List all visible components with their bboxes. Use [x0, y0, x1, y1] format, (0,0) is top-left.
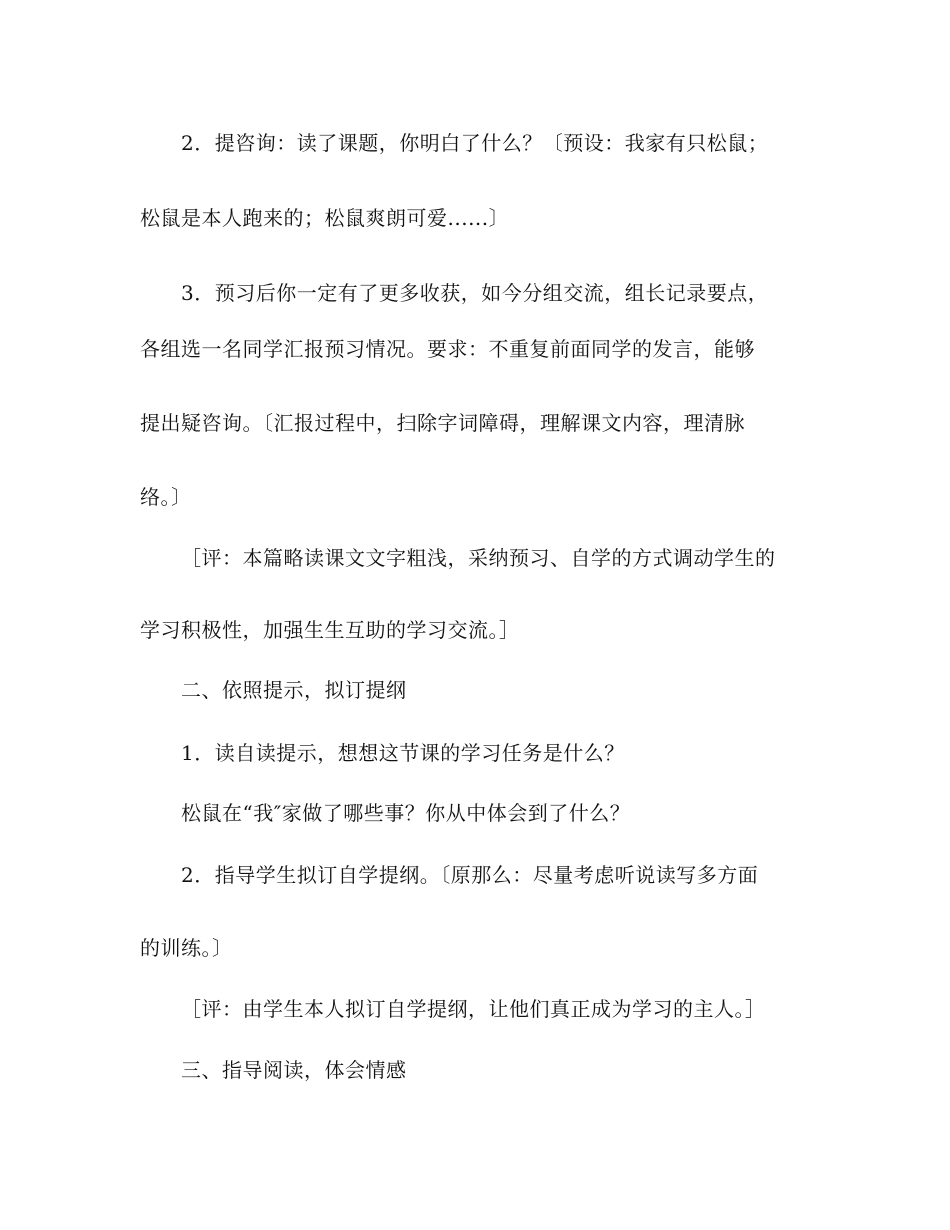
- paragraph-line-5: 提出疑咨询。〔汇报过程中，扫除字词障碍，理解课文内容，理清脉: [140, 411, 745, 435]
- comment-line-1: ［评：本篇略读课文文字粗浅，采纳预习、自学的方式调动学生的: [181, 546, 776, 570]
- paragraph-line-6: 络。〕: [140, 485, 192, 509]
- paragraph-line-1: 2．提咨询：读了课题，你明白了什么？〔预设：我家有只松鼠；: [181, 131, 769, 155]
- paragraph-line-2: 松鼠是本人跑来的；松鼠爽朗可爱......〕: [140, 206, 510, 230]
- comment-line-3: ［评：由学生本人拟订自学提纲，让他们真正成为学习的主人。］: [181, 997, 766, 1021]
- comment-line-2: 学习积极性，加强生生互助的学习交流。］: [140, 618, 520, 642]
- paragraph-line-7: 1．读自读提示，想想这节课的学习任务是什么？: [181, 741, 625, 765]
- paragraph-line-10: 的训练。〕: [140, 936, 233, 960]
- section-heading-2: 二、依照提示，拟订提纲: [181, 678, 407, 702]
- paragraph-line-4: 各组选一名同学汇报预习情况。要求：不重复前面同学的发言，能够: [140, 337, 755, 361]
- section-heading-3: 三、指导阅读，体会情感: [181, 1058, 407, 1082]
- paragraph-line-9: 2．指导学生拟订自学提纲。〔原那么：尽量考虑听说读写多方面: [181, 863, 759, 887]
- paragraph-line-8: 松鼠在“我″家做了哪些事？你从中体会到了什么？: [181, 801, 631, 825]
- paragraph-line-3: 3．预习后你一定有了更多收获，如今分组交流，组长记录要点，: [181, 281, 769, 305]
